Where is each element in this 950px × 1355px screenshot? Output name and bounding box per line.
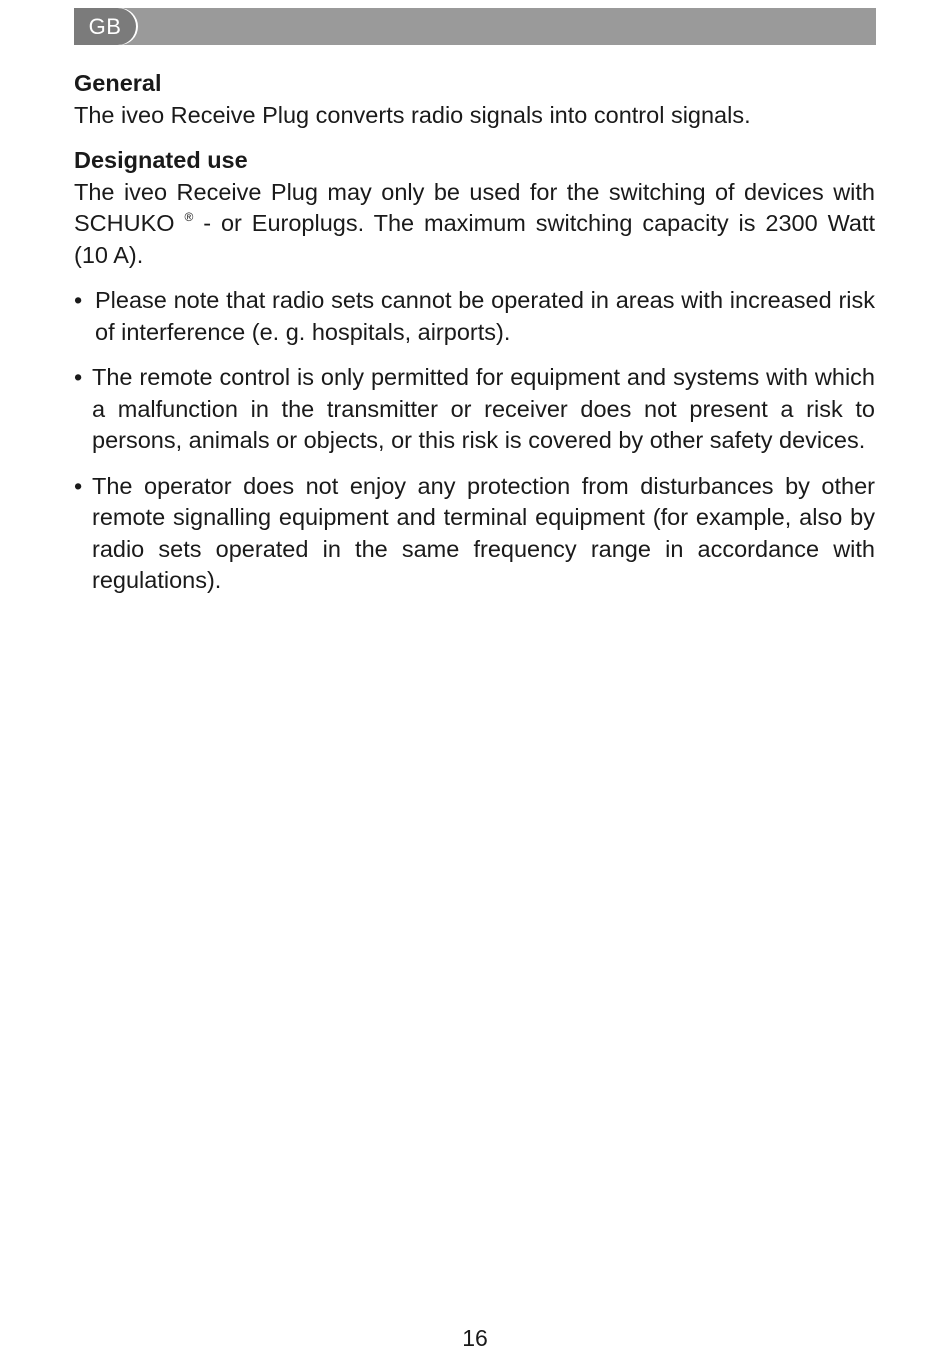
bullet-icon: • — [74, 472, 83, 499]
designated-use-text-part2: - or Europlugs. The maximum switching capacity is 2300 Watt (10 A). — [74, 210, 876, 268]
section-designated-use — [74, 145, 875, 271]
section-title-general: General — [74, 70, 162, 96]
list-item — [74, 362, 875, 457]
section-text-general: The iveo Receive Plug converts radio signals into control signals. — [74, 101, 751, 128]
bullet-icon: • — [74, 364, 83, 390]
list-item-text: The operator does not enjoy any protection from disturbances by other remote signalling equipment and terminal equipment (for example, also by radio sets operated in the same frequency range in accordance with regulations). — [92, 472, 875, 593]
list-item-text: The remote control is only permitted for equipment and systems with which a malfunction in the transmitter or receiver does not present a risk to persons, animals or objects, or this risk is covered by other safety devices. — [92, 364, 875, 453]
language-badge: GB — [74, 8, 136, 45]
page-number: 16 — [462, 1325, 488, 1351]
safety-notes-list — [74, 285, 875, 597]
section-general — [74, 68, 875, 131]
designated-use-text-part1: The iveo Receive Plug may only be used for the switching of devices with SCHUKO — [74, 178, 875, 236]
list-item — [74, 471, 875, 597]
bullet-icon: • — [74, 287, 83, 313]
language-header-bar — [74, 8, 876, 45]
section-text-designated-use — [74, 177, 875, 272]
list-item-text: Please note that radio sets cannot be operated in areas with increased risk of interference (e. g. hospitals, airports). — [95, 287, 875, 345]
section-title-designated-use: Designated use — [74, 147, 248, 173]
list-item — [74, 285, 875, 348]
registered-trademark-mark: ® — [184, 210, 194, 224]
page-content — [74, 68, 875, 611]
